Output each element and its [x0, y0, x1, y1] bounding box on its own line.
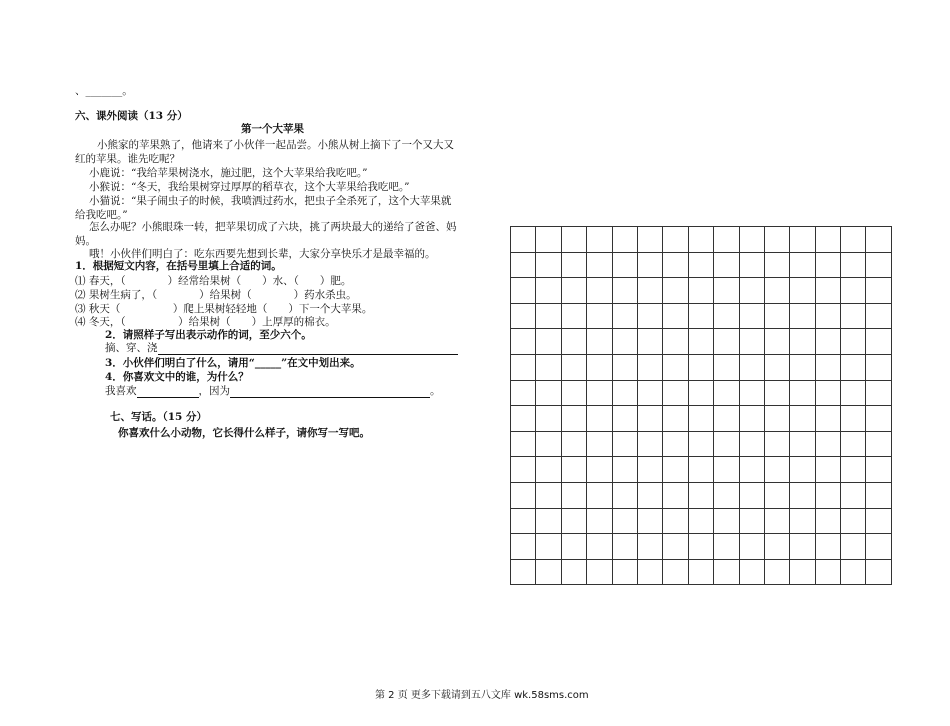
grid-cell[interactable] — [612, 227, 637, 253]
grid-cell[interactable] — [536, 354, 561, 380]
grid-cell[interactable] — [561, 431, 586, 457]
grid-cell[interactable] — [587, 457, 612, 483]
grid-cell[interactable] — [739, 534, 764, 560]
grid-cell[interactable] — [612, 559, 637, 585]
grid-cell[interactable] — [866, 406, 891, 432]
grid-cell[interactable] — [561, 406, 586, 432]
grid-cell[interactable] — [714, 278, 739, 304]
grid-cell[interactable] — [612, 380, 637, 406]
grid-row — [511, 329, 892, 355]
grid-cell[interactable] — [739, 482, 764, 508]
grid-row — [511, 278, 892, 304]
grid-cell[interactable] — [866, 457, 891, 483]
top-fragment: 、_______。 — [75, 85, 133, 97]
grid-cell[interactable] — [739, 406, 764, 432]
story-paragraph: 小猴说：“冬天，我给果树穿过厚厚的稻草衣，这个大苹果给我吃吧。” — [89, 181, 410, 193]
story-paragraph: 怎么办呢？小熊眼珠一转，把苹果切成了六块，挑了两块最大的递给了爸爸、妈 — [89, 221, 457, 233]
grid-cell[interactable] — [815, 559, 840, 585]
grid-cell[interactable] — [663, 534, 688, 560]
grid-cell[interactable] — [841, 227, 866, 253]
grid-cell[interactable] — [815, 534, 840, 560]
grid-cell[interactable] — [587, 431, 612, 457]
grid-cell[interactable] — [663, 457, 688, 483]
grid-cell[interactable] — [511, 457, 536, 483]
grid-cell[interactable] — [714, 227, 739, 253]
grid-cell[interactable] — [764, 380, 789, 406]
grid-cell[interactable] — [637, 508, 662, 534]
grid-cell[interactable] — [688, 534, 713, 560]
grid-cell[interactable] — [587, 303, 612, 329]
grid-cell[interactable] — [866, 534, 891, 560]
grid-cell[interactable] — [536, 431, 561, 457]
grid-cell[interactable] — [561, 252, 586, 278]
page-footer: 第 2 页 更多下载请到五八文库 wk.58sms.com — [375, 690, 589, 701]
grid-cell[interactable] — [612, 534, 637, 560]
grid-cell[interactable] — [841, 431, 866, 457]
grid-cell[interactable] — [866, 482, 891, 508]
grid-row — [511, 534, 892, 560]
grid-cell[interactable] — [790, 534, 815, 560]
question-2-answer — [105, 340, 458, 355]
grid-cell[interactable] — [663, 380, 688, 406]
grid-cell[interactable] — [561, 278, 586, 304]
grid-cell[interactable] — [663, 431, 688, 457]
grid-cell[interactable] — [688, 508, 713, 534]
grid-cell[interactable] — [663, 227, 688, 253]
grid-cell[interactable] — [663, 406, 688, 432]
grid-row — [511, 406, 892, 432]
grid-cell[interactable] — [688, 278, 713, 304]
grid-cell[interactable] — [612, 508, 637, 534]
grid-cell[interactable] — [511, 482, 536, 508]
grid-cell[interactable] — [612, 252, 637, 278]
grid-cell[interactable] — [612, 354, 637, 380]
story-paragraph: 红的苹果。谁先吃呢？ — [75, 153, 180, 165]
grid-row — [511, 227, 892, 253]
grid-cell[interactable] — [587, 406, 612, 432]
grid-cell[interactable] — [536, 482, 561, 508]
grid-cell[interactable] — [866, 252, 891, 278]
grid-cell[interactable] — [536, 227, 561, 253]
grid-cell[interactable] — [536, 329, 561, 355]
grid-cell[interactable] — [536, 508, 561, 534]
grid-cell[interactable] — [815, 406, 840, 432]
question-1-item: ⑴ 春天，（ ）经常给果树（ ）水、（ ）肥。 — [75, 275, 352, 287]
grid-cell[interactable] — [612, 482, 637, 508]
grid-cell[interactable] — [561, 227, 586, 253]
section-6-heading: 六、课外阅读（13 分） — [75, 110, 188, 122]
grid-cell[interactable] — [637, 482, 662, 508]
grid-cell[interactable] — [815, 431, 840, 457]
grid-cell[interactable] — [511, 534, 536, 560]
grid-cell[interactable] — [714, 559, 739, 585]
grid-cell[interactable] — [739, 559, 764, 585]
grid-cell[interactable] — [511, 406, 536, 432]
grid-row — [511, 559, 892, 585]
grid-cell[interactable] — [663, 482, 688, 508]
grid-cell[interactable] — [587, 354, 612, 380]
grid-cell[interactable] — [815, 508, 840, 534]
grid-row — [511, 303, 892, 329]
grid-cell[interactable] — [637, 278, 662, 304]
grid-row — [511, 457, 892, 483]
answer-prefix: 我喜欢 — [105, 385, 137, 397]
grid-cell[interactable] — [866, 559, 891, 585]
grid-row — [511, 354, 892, 380]
grid-cell[interactable] — [764, 252, 789, 278]
grid-cell[interactable] — [688, 380, 713, 406]
grid-cell[interactable] — [612, 278, 637, 304]
grid-cell[interactable] — [739, 380, 764, 406]
grid-cell[interactable] — [714, 457, 739, 483]
question-3-prompt: 3．小伙伴们明白了什么，请用“_____”在文中划出来。 — [105, 357, 361, 369]
grid-cell[interactable] — [714, 380, 739, 406]
grid-cell[interactable] — [841, 252, 866, 278]
story-paragraph: 妈。 — [75, 235, 96, 247]
question-1-item: ⑵ 果树生病了，（ ）给果树（ ）药水杀虫。 — [75, 289, 357, 301]
grid-cell[interactable] — [637, 329, 662, 355]
grid-cell[interactable] — [790, 380, 815, 406]
grid-cell[interactable] — [587, 227, 612, 253]
answer-line-who[interactable] — [137, 386, 199, 398]
grid-cell[interactable] — [790, 431, 815, 457]
grid-cell[interactable] — [790, 252, 815, 278]
grid-cell[interactable] — [739, 457, 764, 483]
grid-cell[interactable] — [815, 457, 840, 483]
grid-cell[interactable] — [637, 303, 662, 329]
grid-cell[interactable] — [587, 252, 612, 278]
grid-cell[interactable] — [790, 508, 815, 534]
grid-cell[interactable] — [764, 431, 789, 457]
grid-cell[interactable] — [663, 278, 688, 304]
grid-cell[interactable] — [714, 303, 739, 329]
grid-cell[interactable] — [790, 354, 815, 380]
grid-cell[interactable] — [561, 457, 586, 483]
grid-cell[interactable] — [790, 406, 815, 432]
grid-cell[interactable] — [739, 303, 764, 329]
story-paragraph: 小熊家的苹果熟了，他请来了小伙伴一起品尝。小熊从树上摘下了一个又大又 — [97, 139, 454, 151]
grid-cell[interactable] — [663, 354, 688, 380]
story-paragraph: 小猫说：“果子闹虫子的时候，我喷洒过药水，把虫子全杀死了，这个大苹果就 — [89, 195, 452, 207]
grid-cell[interactable] — [841, 457, 866, 483]
grid-cell[interactable] — [714, 508, 739, 534]
grid-cell[interactable] — [764, 227, 789, 253]
grid-cell[interactable] — [714, 482, 739, 508]
grid-cell[interactable] — [637, 227, 662, 253]
grid-cell[interactable] — [790, 303, 815, 329]
grid-cell[interactable] — [739, 278, 764, 304]
grid-cell[interactable] — [587, 482, 612, 508]
grid-cell[interactable] — [637, 431, 662, 457]
grid-cell[interactable] — [536, 252, 561, 278]
grid-cell[interactable] — [714, 534, 739, 560]
grid-cell[interactable] — [663, 508, 688, 534]
grid-cell[interactable] — [688, 482, 713, 508]
writing-grid[interactable] — [510, 226, 892, 585]
grid-cell[interactable] — [637, 252, 662, 278]
grid-cell[interactable] — [612, 329, 637, 355]
grid-row — [511, 380, 892, 406]
grid-cell[interactable] — [841, 508, 866, 534]
grid-cell[interactable] — [536, 457, 561, 483]
grid-row — [511, 431, 892, 457]
grid-cell[interactable] — [841, 278, 866, 304]
grid-cell[interactable] — [688, 354, 713, 380]
grid-cell[interactable] — [739, 329, 764, 355]
grid-cell[interactable] — [739, 354, 764, 380]
grid-cell[interactable] — [511, 508, 536, 534]
grid-cell[interactable] — [841, 380, 866, 406]
grid-cell[interactable] — [536, 278, 561, 304]
grid-cell[interactable] — [714, 406, 739, 432]
grid-cell[interactable] — [511, 431, 536, 457]
grid-cell[interactable] — [764, 534, 789, 560]
grid-cell[interactable] — [688, 252, 713, 278]
grid-cell[interactable] — [688, 227, 713, 253]
grid-cell[interactable] — [511, 329, 536, 355]
grid-cell[interactable] — [739, 252, 764, 278]
grid-cell[interactable] — [714, 431, 739, 457]
grid-cell[interactable] — [866, 278, 891, 304]
grid-cell[interactable] — [688, 303, 713, 329]
grid-cell[interactable] — [637, 534, 662, 560]
grid-cell[interactable] — [815, 380, 840, 406]
grid-cell[interactable] — [841, 354, 866, 380]
grid-cell[interactable] — [841, 329, 866, 355]
grid-cell[interactable] — [739, 227, 764, 253]
section-7-heading: 七、写话。（15 分） — [110, 411, 208, 423]
grid-cell[interactable] — [536, 534, 561, 560]
grid-cell[interactable] — [841, 406, 866, 432]
grid-cell[interactable] — [511, 303, 536, 329]
grid-cell[interactable] — [637, 457, 662, 483]
grid-row — [511, 482, 892, 508]
grid-cell[interactable] — [511, 278, 536, 304]
grid-cell[interactable] — [612, 431, 637, 457]
grid-cell[interactable] — [561, 508, 586, 534]
grid-cell[interactable] — [587, 380, 612, 406]
grid-cell[interactable] — [511, 354, 536, 380]
grid-cell[interactable] — [815, 303, 840, 329]
question-2-example: 摘、穿、浇 — [105, 342, 158, 354]
grid-cell[interactable] — [663, 303, 688, 329]
grid-cell[interactable] — [790, 457, 815, 483]
question-1-prompt: 1．根据短文内容，在括号里填上合适的词。 — [75, 260, 282, 272]
grid-cell[interactable] — [866, 354, 891, 380]
grid-cell[interactable] — [764, 354, 789, 380]
grid-cell[interactable] — [764, 278, 789, 304]
grid-cell[interactable] — [714, 354, 739, 380]
grid-cell[interactable] — [688, 559, 713, 585]
grid-cell[interactable] — [536, 406, 561, 432]
grid-cell[interactable] — [714, 252, 739, 278]
grid-cell[interactable] — [688, 329, 713, 355]
grid-row — [511, 508, 892, 534]
grid-cell[interactable] — [841, 534, 866, 560]
question-1-item: ⑶ 秋天（ ）爬上果树轻轻地（ ）下一个大苹果。 — [75, 303, 373, 315]
grid-cell[interactable] — [587, 329, 612, 355]
story-paragraph: 小鹿说：“我给苹果树浇水，施过肥，这个大苹果给我吃吧。” — [89, 167, 368, 179]
grid-cell[interactable] — [688, 457, 713, 483]
grid-cell[interactable] — [841, 303, 866, 329]
grid-cell[interactable] — [587, 508, 612, 534]
grid-cell[interactable] — [612, 406, 637, 432]
grid-cell[interactable] — [561, 380, 586, 406]
grid-cell[interactable] — [739, 431, 764, 457]
grid-cell[interactable] — [815, 482, 840, 508]
grid-cell[interactable] — [764, 303, 789, 329]
grid-cell[interactable] — [866, 227, 891, 253]
question-4-answer — [105, 383, 441, 398]
grid-cell[interactable] — [663, 252, 688, 278]
question-2-prompt: 2．请照样子写出表示动作的词，至少六个。 — [105, 329, 312, 341]
grid-cell[interactable] — [790, 559, 815, 585]
grid-cell[interactable] — [764, 457, 789, 483]
grid-cell[interactable] — [815, 252, 840, 278]
grid-cell[interactable] — [511, 380, 536, 406]
grid-cell[interactable] — [561, 482, 586, 508]
grid-cell[interactable] — [637, 559, 662, 585]
grid-cell[interactable] — [815, 227, 840, 253]
grid-cell[interactable] — [612, 457, 637, 483]
grid-cell[interactable] — [536, 380, 561, 406]
grid-cell[interactable] — [764, 406, 789, 432]
grid-cell[interactable] — [637, 354, 662, 380]
grid-cell[interactable] — [764, 559, 789, 585]
grid-cell[interactable] — [841, 559, 866, 585]
grid-cell[interactable] — [561, 329, 586, 355]
grid-cell[interactable] — [866, 329, 891, 355]
question-4-prompt: 4．你喜欢文中的谁，为什么？ — [105, 371, 249, 383]
grid-cell[interactable] — [612, 303, 637, 329]
grid-cell[interactable] — [714, 329, 739, 355]
grid-cell[interactable] — [587, 534, 612, 560]
grid-cell[interactable] — [790, 278, 815, 304]
grid-cell[interactable] — [511, 559, 536, 585]
grid-cell[interactable] — [637, 380, 662, 406]
grid-cell[interactable] — [790, 329, 815, 355]
story-title: 第一个大苹果 — [241, 123, 304, 135]
grid-cell[interactable] — [815, 278, 840, 304]
grid-cell[interactable] — [764, 508, 789, 534]
grid-cell[interactable] — [815, 329, 840, 355]
grid-cell[interactable] — [511, 252, 536, 278]
answer-mid: ，因为 — [198, 385, 230, 397]
grid-cell[interactable] — [764, 482, 789, 508]
grid-cell[interactable] — [866, 508, 891, 534]
grid-cell[interactable] — [587, 559, 612, 585]
grid-cell[interactable] — [764, 329, 789, 355]
grid-cell[interactable] — [561, 303, 586, 329]
story-paragraph: 哦！小伙伴们明白了：吃东西要先想到长辈，大家分享快乐才是最幸福的。 — [89, 248, 436, 260]
grid-cell[interactable] — [663, 559, 688, 585]
grid-cell[interactable] — [790, 227, 815, 253]
answer-end: 。 — [430, 385, 441, 397]
question-2-answer-line[interactable] — [158, 343, 458, 355]
grid-cell[interactable] — [663, 329, 688, 355]
grid-cell[interactable] — [866, 380, 891, 406]
grid-cell[interactable] — [511, 227, 536, 253]
grid-cell[interactable] — [536, 303, 561, 329]
grid-cell[interactable] — [688, 406, 713, 432]
grid-row — [511, 252, 892, 278]
answer-line-why[interactable] — [230, 386, 430, 398]
grid-cell[interactable] — [866, 303, 891, 329]
grid-cell[interactable] — [561, 534, 586, 560]
grid-cell[interactable] — [815, 354, 840, 380]
grid-cell[interactable] — [841, 482, 866, 508]
question-1-item: ⑷ 冬天，（ ）给果树（ ）上厚厚的棉衣。 — [75, 316, 336, 328]
grid-cell[interactable] — [866, 431, 891, 457]
grid-cell[interactable] — [587, 278, 612, 304]
grid-cell[interactable] — [561, 354, 586, 380]
grid-cell[interactable] — [739, 508, 764, 534]
story-paragraph: 给我吃吧。” — [75, 209, 128, 221]
section-7-prompt: 你喜欢什么小动物，它长得什么样子，请你写一写吧。 — [118, 427, 370, 439]
grid-cell[interactable] — [561, 559, 586, 585]
grid-cell[interactable] — [790, 482, 815, 508]
grid-cell[interactable] — [688, 431, 713, 457]
grid-cell[interactable] — [637, 406, 662, 432]
grid-cell[interactable] — [536, 559, 561, 585]
